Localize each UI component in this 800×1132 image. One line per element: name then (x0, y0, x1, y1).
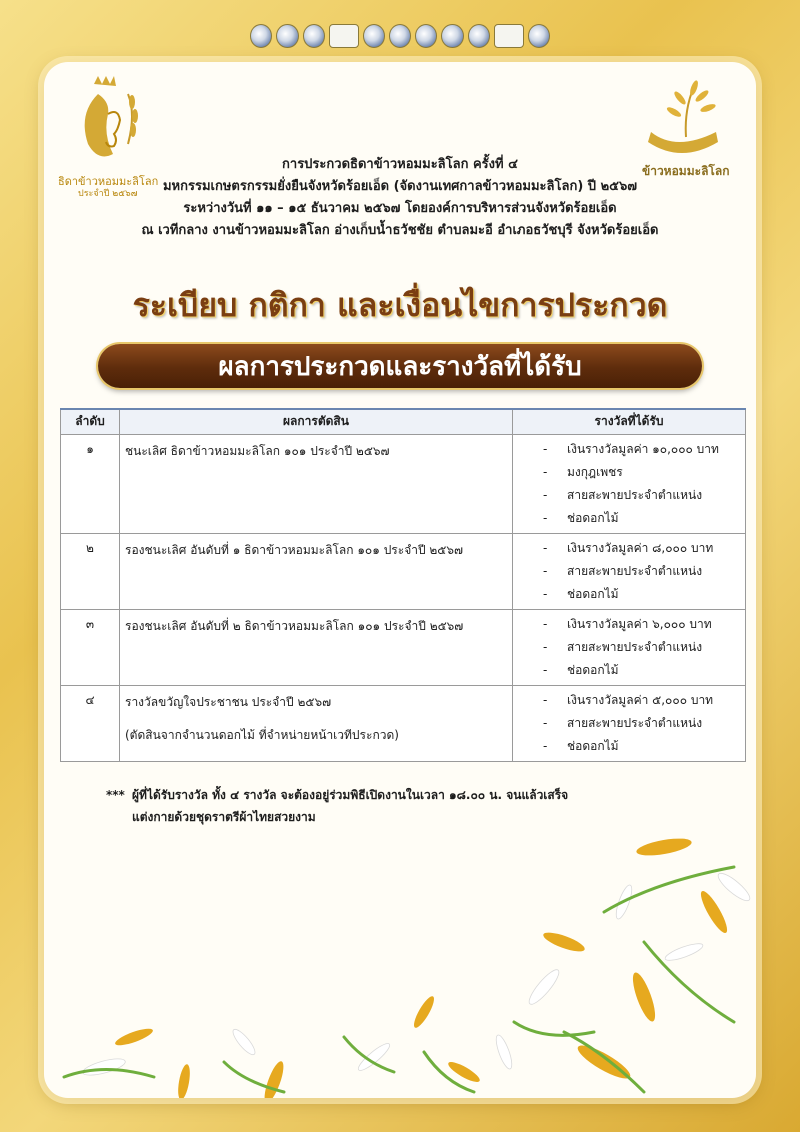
prize-item: - เงินรางวัลมูลค่า ๕,๐๐๐ บาท (543, 689, 739, 712)
rice-grain-decoration (44, 792, 756, 1098)
rank-cell: ๒ (61, 534, 120, 610)
table-row (61, 534, 746, 610)
decision-note: (ตัดสินจากจำนวนดอกไม้ ที่จำหน่ายหน้าเวทีประกวด) (125, 728, 399, 742)
prize-item: - ช่อดอกไม้ (543, 583, 739, 606)
org-logo (303, 24, 325, 48)
hand-rice-icon (636, 72, 736, 162)
note-line-2: แต่งกายด้วยชุดราตรีผ้าไทยสวยงาม (132, 810, 316, 824)
results-table (60, 408, 746, 762)
page-title: ระเบียบ กติกา และเงื่อนไขการประกวด (132, 286, 668, 324)
prize-item: - เงินรางวัลมูลค่า ๖,๐๐๐ บาท (543, 613, 739, 636)
prize-item: - ช่อดอกไม้ (543, 507, 739, 530)
org-logo (329, 24, 359, 48)
prizes-cell (513, 534, 746, 610)
decision-cell (120, 435, 513, 534)
festival-name: มหกรรมเกษตรกรรมยั่งยืนจังหวัดร้อยเอ็ด (จัดงานเทศกาลข้าวหอมมะลิโลก) ปี ๒๕๖๗ (162, 179, 638, 194)
table-row (61, 610, 746, 686)
event-venue: ณ เวทีกลาง งานข้าวหอมมะลิโลก อ่างเก็บน้ำธวัชชัย ตำบลมะอี อำเภอธวัชบุรี จังหวัดร้อยเอ็ด (141, 223, 659, 238)
prizes-cell (513, 610, 746, 686)
org-logo (389, 24, 411, 48)
rank-cell: ๔ (61, 686, 120, 762)
emblem-caption: ธิดาข้าวหอมมะลิโลก (58, 175, 159, 188)
org-logo (363, 24, 385, 48)
prize-item: - สายสะพายประจำตำแหน่ง (543, 712, 739, 735)
prize-item: - เงินรางวัลมูลค่า ๑๐,๐๐๐ บาท (543, 438, 739, 461)
prize-item: - เงินรางวัลมูลค่า ๘,๐๐๐ บาท (543, 537, 739, 560)
decision-text: รางวัลขวัญใจประชาชน ประจำปี ๒๕๖๗ (125, 695, 332, 709)
contest-name: การประกวดธิดาข้าวหอมมะลิโลก ครั้งที่ ๔ (282, 157, 518, 172)
banner-label: ผลการประกวดและรางวัลที่ได้รับ (218, 351, 582, 382)
emblem-caption-year: ประจำปี ๒๕๖๗ (78, 189, 138, 199)
org-logo (250, 24, 272, 48)
decision-text: ชนะเลิศ ธิดาข้าวหอมมะลิโลก ๑๐๑ ประจำปี ๒๕๖๗ (125, 444, 390, 458)
prize-item: - สายสะพายประจำตำแหน่ง (543, 560, 739, 583)
announcement-panel (44, 62, 756, 1098)
logo-caption: ข้าวหอมมะลิโลก (642, 164, 730, 178)
prize-item: - สายสะพายประจำตำแหน่ง (543, 484, 739, 507)
event-dates: ระหว่างวันที่ ๑๑ – ๑๕ ธันวาคม ๒๕๖๗ โดยองค์การบริหารส่วนจังหวัดร้อยเอ็ด (183, 201, 617, 216)
rank-cell: ๑ (61, 435, 120, 534)
column-header-decision: ผลการตัดสิน (120, 409, 513, 435)
column-header-rank: ลำดับ (61, 409, 120, 435)
sponsor-logo-strip (250, 20, 550, 52)
table-row (61, 686, 746, 762)
org-logo (468, 24, 490, 48)
column-header-prizes: รางวัลที่ได้รับ (513, 409, 746, 435)
table-header-row (61, 409, 746, 435)
org-logo (276, 24, 298, 48)
rank-cell: ๓ (61, 610, 120, 686)
decision-cell (120, 610, 513, 686)
decision-text: รองชนะเลิศ อันดับที่ ๒ ธิดาข้าวหอมมะลิโลก ๑๐๑ ประจำปี ๒๕๖๗ (125, 619, 464, 633)
org-logo (494, 24, 524, 48)
org-logo (415, 24, 437, 48)
event-header (44, 154, 756, 242)
note-line-1: ผู้ที่ได้รับรางวัล ทั้ง ๔ รางวัล จะต้องอยู่ร่วมพิธีเปิดงานในเวลา ๑๘.๐๐ น. จนแล้วเสร็จ (132, 788, 569, 802)
prize-item: - ช่อดอกไม้ (543, 659, 739, 682)
prizes-cell (513, 686, 746, 762)
prize-item: - มงกุฎเพชร (543, 461, 739, 484)
results-banner (98, 344, 702, 388)
decision-cell (120, 534, 513, 610)
table-row (61, 435, 746, 534)
note-marker: *** (106, 788, 125, 802)
prizes-cell (513, 435, 746, 534)
org-logo (441, 24, 463, 48)
prize-item: - ช่อดอกไม้ (543, 735, 739, 758)
decision-cell (120, 686, 513, 762)
prize-item: - สายสะพายประจำตำแหน่ง (543, 636, 739, 659)
org-logo (528, 24, 550, 48)
decision-text: รองชนะเลิศ อันดับที่ ๑ ธิดาข้าวหอมมะลิโลก ๑๐๑ ประจำปี ๒๕๖๗ (125, 543, 464, 557)
